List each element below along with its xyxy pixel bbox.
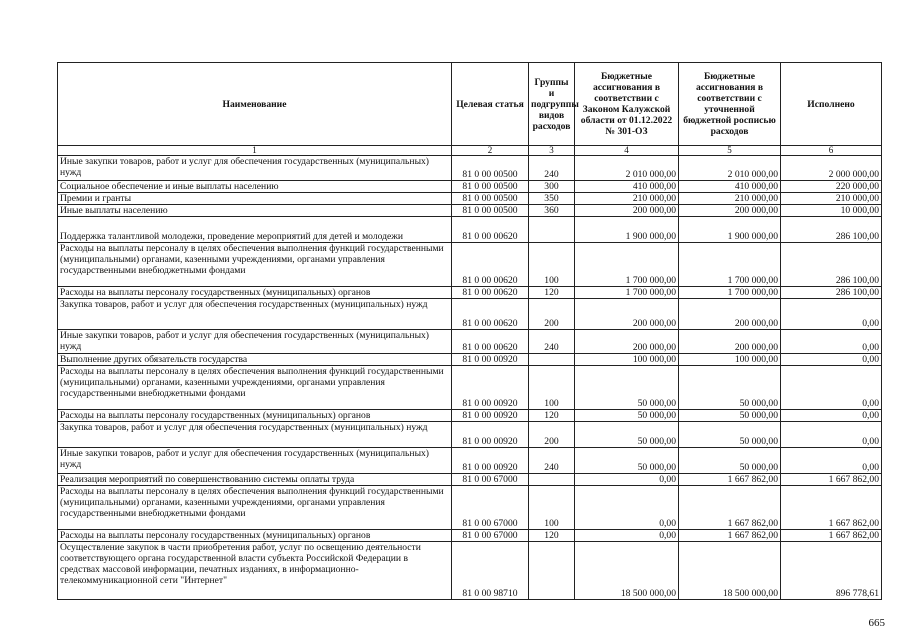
row-group: 100 xyxy=(529,486,575,530)
row-group: 240 xyxy=(529,156,575,181)
table-row xyxy=(58,330,882,354)
row-plan-amount: 1 667 862,00 xyxy=(679,474,781,486)
row-law-amount: 0,00 xyxy=(575,486,679,530)
table-row xyxy=(58,181,882,193)
row-plan-amount: 50 000,00 xyxy=(679,410,781,422)
table-row xyxy=(58,287,882,299)
row-name: Социальное обеспечение и иные выплаты населению xyxy=(58,181,452,193)
row-code: 81 0 00 00500 xyxy=(452,156,529,181)
row-group: 120 xyxy=(529,530,575,542)
row-code: 81 0 00 67000 xyxy=(452,474,529,486)
row-done-amount: 10 000,00 xyxy=(781,205,882,217)
row-done-amount: 0,00 xyxy=(781,410,882,422)
table-row xyxy=(58,366,882,410)
row-done-amount: 210 000,00 xyxy=(781,193,882,205)
row-plan-amount: 200 000,00 xyxy=(679,330,781,354)
row-law-amount: 18 500 000,00 xyxy=(575,542,679,600)
row-group xyxy=(529,474,575,486)
row-plan-amount: 1 700 000,00 xyxy=(679,243,781,287)
row-name: Иные выплаты населению xyxy=(58,205,452,217)
row-plan-amount: 1 667 862,00 xyxy=(679,486,781,530)
row-name: Иные закупки товаров, работ и услуг для обеспечения государственных (муниципальных) нужд xyxy=(58,156,452,181)
column-numbers-row xyxy=(58,146,882,156)
table-row xyxy=(58,448,882,474)
row-name: Расходы на выплаты персоналу государственных (муниципальных) органов xyxy=(58,530,452,542)
column-number: 6 xyxy=(781,146,882,156)
row-plan-amount: 200 000,00 xyxy=(679,205,781,217)
table-row xyxy=(58,156,882,181)
row-done-amount: 0,00 xyxy=(781,448,882,474)
header-executed: Исполнено xyxy=(781,63,882,146)
header-law-allocations: Бюджетные ассигнования в соответствии с Законом Калужской области от 01.12.2022 № 301-ОЗ xyxy=(575,63,679,146)
row-code: 81 0 00 00620 xyxy=(452,287,529,299)
row-law-amount: 410 000,00 xyxy=(575,181,679,193)
row-done-amount: 286 100,00 xyxy=(781,243,882,287)
column-number: 3 xyxy=(529,146,575,156)
table-row xyxy=(58,422,882,448)
row-name: Расходы на выплаты персоналу государственных (муниципальных) органов xyxy=(58,287,452,299)
header-target-article: Целевая статья xyxy=(452,63,529,146)
row-group: 200 xyxy=(529,422,575,448)
row-name: Осуществление закупок в части приобретения работ, услуг по освещению деятельности соответствующего органа государственной власти субъекта Российской Федерации в средствах массовой информации, печатных изданиях, в информационно-телекоммуникационной сети "Интернет" xyxy=(58,542,452,600)
budget-table xyxy=(57,62,882,600)
row-plan-amount: 1 667 862,00 xyxy=(679,530,781,542)
row-code: 81 0 00 00500 xyxy=(452,181,529,193)
row-code: 81 0 00 00920 xyxy=(452,410,529,422)
row-group: 350 xyxy=(529,193,575,205)
page-number: 665 xyxy=(868,617,885,629)
row-law-amount: 50 000,00 xyxy=(575,422,679,448)
row-plan-amount: 18 500 000,00 xyxy=(679,542,781,600)
table-row xyxy=(58,474,882,486)
row-done-amount: 896 778,61 xyxy=(781,542,882,600)
row-code: 81 0 00 00500 xyxy=(452,205,529,217)
row-done-amount: 0,00 xyxy=(781,330,882,354)
row-plan-amount: 2 010 000,00 xyxy=(679,156,781,181)
row-group: 100 xyxy=(529,243,575,287)
row-code: 81 0 00 67000 xyxy=(452,486,529,530)
row-name: Иные закупки товаров, работ и услуг для обеспечения государственных (муниципальных) нужд xyxy=(58,448,452,474)
row-done-amount: 2 000 000,00 xyxy=(781,156,882,181)
table-row xyxy=(58,486,882,530)
row-code: 81 0 00 00620 xyxy=(452,330,529,354)
row-code: 81 0 00 00500 xyxy=(452,193,529,205)
table-row xyxy=(58,354,882,366)
table-row xyxy=(58,530,882,542)
row-group: 200 xyxy=(529,299,575,330)
row-plan-amount: 50 000,00 xyxy=(679,448,781,474)
row-plan-amount: 410 000,00 xyxy=(679,181,781,193)
row-done-amount: 0,00 xyxy=(781,299,882,330)
row-name: Расходы на выплаты персоналу в целях обеспечения выполнения функций государственными (муниципальными) органами, казенными учреждениями, органами управления государственными внебюджетными фондами xyxy=(58,243,452,287)
header-expense-groups: Группы и подгруппы видов расходов xyxy=(529,63,575,146)
row-plan-amount: 1 700 000,00 xyxy=(679,287,781,299)
table-row xyxy=(58,299,882,330)
table-row xyxy=(58,410,882,422)
row-code: 81 0 00 00920 xyxy=(452,448,529,474)
table-row xyxy=(58,217,882,243)
row-law-amount: 50 000,00 xyxy=(575,448,679,474)
table-row xyxy=(58,243,882,287)
row-done-amount: 1 667 862,00 xyxy=(781,474,882,486)
column-number: 1 xyxy=(58,146,452,156)
row-name: Закупка товаров, работ и услуг для обеспечения государственных (муниципальных) нужд xyxy=(58,422,452,448)
row-group xyxy=(529,217,575,243)
row-name: Выполнение других обязательств государства xyxy=(58,354,452,366)
row-group: 300 xyxy=(529,181,575,193)
row-done-amount: 1 667 862,00 xyxy=(781,486,882,530)
row-plan-amount: 1 900 000,00 xyxy=(679,217,781,243)
table-row xyxy=(58,193,882,205)
row-plan-amount: 100 000,00 xyxy=(679,354,781,366)
column-number: 5 xyxy=(679,146,781,156)
row-plan-amount: 50 000,00 xyxy=(679,422,781,448)
row-done-amount: 0,00 xyxy=(781,366,882,410)
row-name: Расходы на выплаты персоналу государственных (муниципальных) органов xyxy=(58,410,452,422)
row-law-amount: 210 000,00 xyxy=(575,193,679,205)
header-row xyxy=(58,63,882,146)
row-group: 360 xyxy=(529,205,575,217)
row-plan-amount: 50 000,00 xyxy=(679,366,781,410)
row-group xyxy=(529,542,575,600)
row-plan-amount: 200 000,00 xyxy=(679,299,781,330)
row-code: 81 0 00 98710 xyxy=(452,542,529,600)
column-number: 4 xyxy=(575,146,679,156)
row-code: 81 0 00 00920 xyxy=(452,366,529,410)
row-name: Расходы на выплаты персоналу в целях обеспечения выполнения функций государственными (муниципальными) органами, казенными учреждениями, органами управления государственными внебюджетными фондами xyxy=(58,366,452,410)
row-name: Поддержка талантливой молодежи, проведение мероприятий для детей и молодежи xyxy=(58,217,452,243)
row-name: Премии и гранты xyxy=(58,193,452,205)
row-law-amount: 1 700 000,00 xyxy=(575,287,679,299)
row-code: 81 0 00 00620 xyxy=(452,299,529,330)
row-law-amount: 50 000,00 xyxy=(575,366,679,410)
row-law-amount: 1 700 000,00 xyxy=(575,243,679,287)
row-code: 81 0 00 00620 xyxy=(452,217,529,243)
column-number: 2 xyxy=(452,146,529,156)
row-done-amount: 1 667 862,00 xyxy=(781,530,882,542)
row-done-amount: 0,00 xyxy=(781,422,882,448)
row-code: 81 0 00 00620 xyxy=(452,243,529,287)
row-law-amount: 50 000,00 xyxy=(575,410,679,422)
row-name: Иные закупки товаров, работ и услуг для обеспечения государственных (муниципальных) нужд xyxy=(58,330,452,354)
row-group xyxy=(529,354,575,366)
row-code: 81 0 00 00920 xyxy=(452,422,529,448)
row-name: Расходы на выплаты персоналу в целях обеспечения выполнения функций государственными (муниципальными) органами, казенными учреждениями, органами управления государственными внебюджетными фондами xyxy=(58,486,452,530)
table-row xyxy=(58,542,882,600)
row-done-amount: 286 100,00 xyxy=(781,287,882,299)
row-group: 100 xyxy=(529,366,575,410)
row-group: 240 xyxy=(529,448,575,474)
row-law-amount: 2 010 000,00 xyxy=(575,156,679,181)
row-law-amount: 200 000,00 xyxy=(575,330,679,354)
row-done-amount: 220 000,00 xyxy=(781,181,882,193)
row-code: 81 0 00 00920 xyxy=(452,354,529,366)
header-name: Наименование xyxy=(58,63,452,146)
row-group: 240 xyxy=(529,330,575,354)
row-code: 81 0 00 67000 xyxy=(452,530,529,542)
row-law-amount: 0,00 xyxy=(575,474,679,486)
table-row xyxy=(58,205,882,217)
row-law-amount: 200 000,00 xyxy=(575,299,679,330)
row-done-amount: 286 100,00 xyxy=(781,217,882,243)
row-law-amount: 1 900 000,00 xyxy=(575,217,679,243)
row-law-amount: 100 000,00 xyxy=(575,354,679,366)
row-law-amount: 0,00 xyxy=(575,530,679,542)
row-group: 120 xyxy=(529,287,575,299)
row-plan-amount: 210 000,00 xyxy=(679,193,781,205)
row-group: 120 xyxy=(529,410,575,422)
row-name: Реализация мероприятий по совершенствованию системы оплаты труда xyxy=(58,474,452,486)
header-revised-allocations: Бюджетные ассигнования в соответствии с уточненной бюджетной росписью расходов xyxy=(679,63,781,146)
row-name: Закупка товаров, работ и услуг для обеспечения государственных (муниципальных) нужд xyxy=(58,299,452,330)
row-done-amount: 0,00 xyxy=(781,354,882,366)
row-law-amount: 200 000,00 xyxy=(575,205,679,217)
